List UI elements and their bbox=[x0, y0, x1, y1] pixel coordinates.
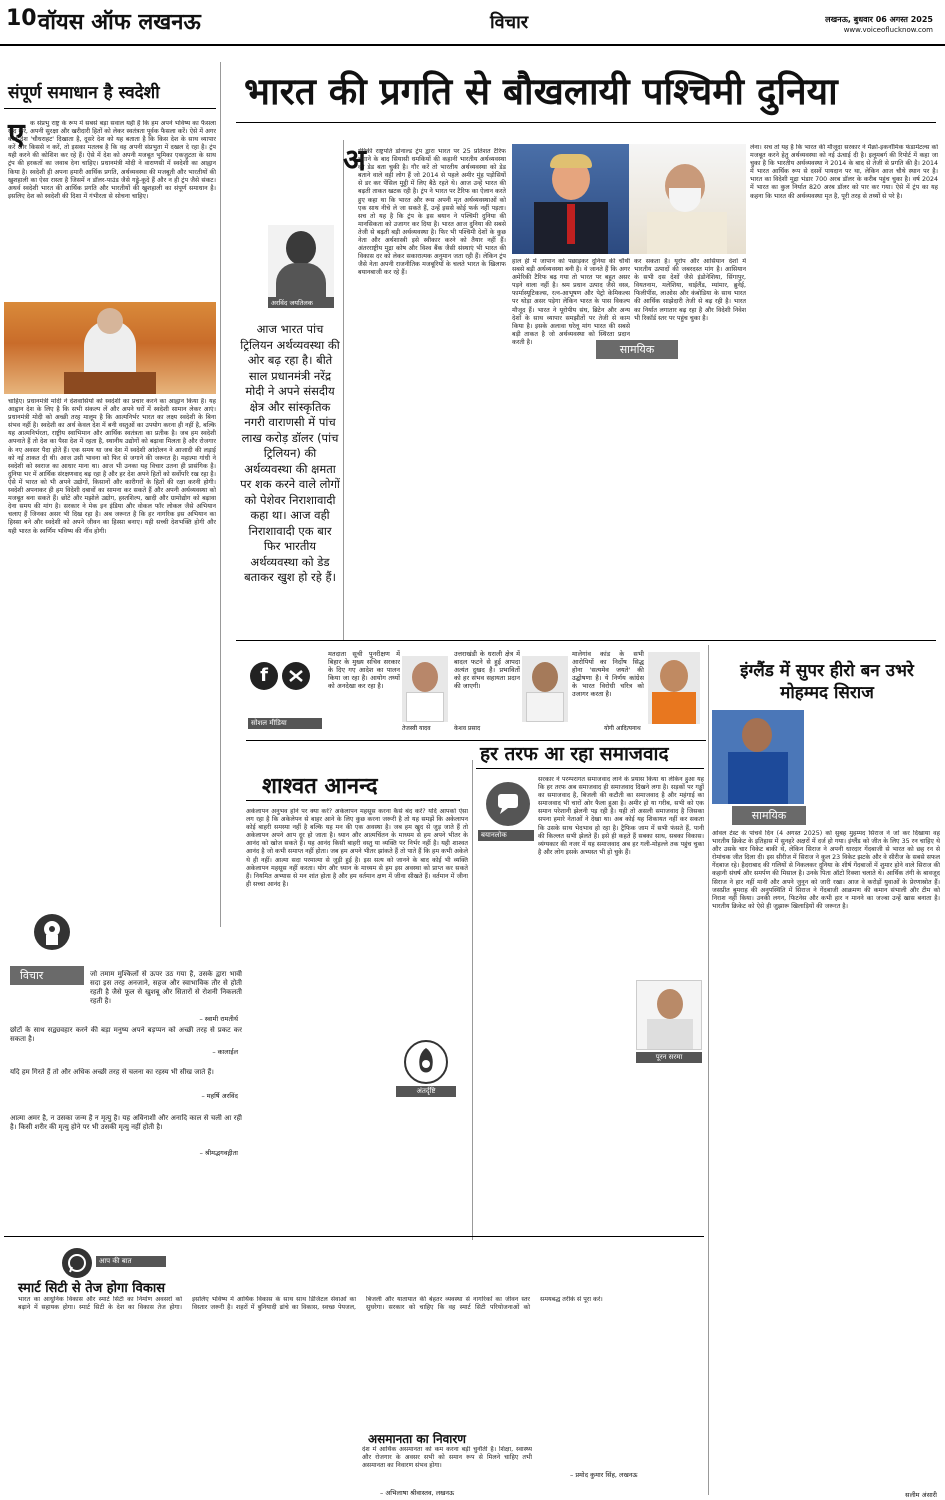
tejashwi-face bbox=[412, 662, 438, 692]
drop-cap: ए bbox=[8, 117, 25, 152]
date-line: लखनऊ, बुधवार 06 अगस्त 2025 bbox=[825, 15, 933, 24]
modi-speech-photo bbox=[4, 302, 216, 394]
shashwat-body: अकेलापन अनुभव होने पर क्या करें? अकेलापन महसूस करना कैसे बंद करें? यदि आपको ऐसा लग रहा है कि अकेलेपन से बाहर आने के लिए कुछ करना जरूरी है तो यह समझें कि अकेलापन कोई बाहरी समस्या नहीं है बल्कि यह मन की एक अवस्था है। जब हम खुद से जुड़ जाते हैं तो अकेलापन अपने आप दूर हो जाता है। ध्यान और आत्मचिंतन के माध्यम से हम अपने भीतर के आनंद को खोज सकते हैं। यह आनंद किसी बाहरी वस्तु या व्यक्ति पर निर्भर नहीं है। यही शाश्वत आनंद है जो कभी समाप्त नहीं होता। जब हम अपने भीतर झांकते हैं तो पाते हैं कि हम कभी अकेले थे ही नहीं। आत्मा सदा परमात्मा से जुड़ी हुई है। इस सत्य को जानने के बाद कोई भी व्यक्ति अकेलापन महसूस नहीं करता। योग और ध्यान के माध्यम से हम इस अवस्था को प्राप्त कर सकते हैं। नियमित अभ्यास से मन शांत होता है और हम वर्तमान क्षण में जीना सीखते हैं। वर्तमान में जीना ही सच्चा आनंद है। bbox=[246, 808, 468, 888]
letters-label: आप की बात bbox=[96, 1256, 166, 1267]
shashwat-separator bbox=[472, 760, 473, 1240]
masthead-rule bbox=[0, 44, 945, 46]
main-bottom-rule bbox=[236, 640, 936, 641]
social-post-3: मालेगांव कांड के सभी आरोपियों का निर्दोष सिद्ध होना 'सत्यमेव जयते' की उद्घोषणा है। ये निर्णय कांग्रेस के भारत विरोधी चरित्र को उजागर करता है। bbox=[572, 650, 644, 698]
whatsapp-icon bbox=[62, 1248, 92, 1278]
thought-author-2: – कालाईल bbox=[212, 1048, 238, 1056]
keshav-face bbox=[532, 662, 558, 692]
inequality-body: देश में आर्थिक असमानता को कम करना बड़ी चुनौती है। शिक्षा, स्वास्थ्य और रोजगार के अवसर सभी को समान रूप से मिलने चाहिए तभी असमानता का निवारण संभव होगा। bbox=[362, 1446, 532, 1470]
twitter-icon bbox=[282, 662, 310, 690]
samajwad-rule bbox=[476, 768, 704, 769]
main-article-col4: लेना। सच तो यह है कि भारत की मौजूदा सरकार ने मैक्रो-इकनॉमिक फंडामेंटल्स को मजबूत करने हेतु अर्थव्यवस्था को नई ऊंचाई दी है। इलूमबर्ग की रिपोर्ट में कहा जा चुका है कि भारतीय अर्थव्यवस्था ने 2014 के बाद से तेजी से प्रगति की है। 2014 में भारत आर्थिक रूप से दसवें पायदान पर था, लेकिन आज चौथे स्थान पर है। भारत का विदेशी मुद्रा भंडार 700 अरब डॉलर के करीब पहुंच चुका है। वर्ष 2024 में भारत का कुल निर्यात 820 अरब डॉलर को पार कर गया। ऐसे में ट्रंप का यह कहना कि भारत की अर्थव्यवस्था मृत है, पूरी तरह से तथ्यों से परे है। bbox=[750, 144, 938, 200]
thought-author-1: – स्वामी रामतीर्थ bbox=[199, 1015, 238, 1023]
author-name: अरविंद जयतिलक bbox=[268, 297, 334, 308]
shashwat-title: शाश्वत आनन्द bbox=[262, 774, 378, 799]
main-pullquote: आज भारत पांच ट्रिलियन अर्थव्यवस्था की ओर बढ़ रहा है। बीते साल प्रधानमंत्री नरेंद्र मोदी ने अपने संसदीय क्षेत्र और सांस्कृतिक नगरी वाराणसी में पांच लाख करोड़ डॉलर (पांच ट्रिलियन) की अर्थव्यवस्था की क्षमता पर शक करने वाले लोगों को पेशेवर निराशावादी कहा था। आज वही निराशावादी एक बार फिर भारतीय अर्थव्यवस्था को डेड बताकर खुश हो रहे हैं। bbox=[240, 322, 340, 584]
author-photo bbox=[268, 225, 334, 297]
social-author-2: केशव प्रसाद bbox=[454, 725, 481, 732]
left-article-top bbox=[8, 117, 216, 300]
samajwad-title: हर तरफ आ रहा समाजवाद bbox=[480, 743, 669, 765]
thought-author-3: – महर्षि अरविंद bbox=[201, 1092, 238, 1100]
social-media-box bbox=[246, 648, 646, 734]
letters-title: स्मार्ट सिटी से तेज होगा विकास bbox=[18, 1281, 165, 1296]
left-title-rule bbox=[4, 108, 216, 109]
siraj-author: सलीम अंसारी bbox=[905, 1491, 937, 1499]
social-post-1: मतदाता सूची पुनरीक्षण में बिहार के मुख्य सचिव सरकार के दिए गए आदेश का पालन किया जा रहा है। आयोग तथ्यों को अनदेखा कर रहा है। bbox=[328, 650, 400, 690]
samajwad-icon bbox=[486, 782, 530, 826]
hamsa-icon bbox=[404, 1040, 448, 1084]
trump-tie bbox=[567, 204, 575, 244]
thoughts-tab: विचार bbox=[10, 966, 84, 985]
website[interactable]: www.voiceoflucknow.com bbox=[843, 26, 933, 34]
main-article-col1: मेरिकी राष्ट्रपति डोनाल्ड ट्रंप द्वारा भारत पर 25 प्रतिशत टैरिफ लगाने के बाद सियासी धमकियों की कहानी भारतीय अर्थव्यवस्था को डेड बता चुकी है। गौर करें तो भारतीय अर्थव्यवस्था को डेड बताने वाले वही लोग हैं जो 2014 से पहले अमीर मुंह पड़ोसियों से डर कर पेंसिल मुट्ठी में लिए बैठे रहते थे। आज उन्हें भारत की बढ़ती ताकत खटक रही है। ट्रंप ने भारत पर टैरिफ का ऐलान करते हुए कहा था कि भारत और रूस अपनी मृत अर्थव्यवस्थाओं को एक साथ नीचे ले जा सकते हैं, उन्हें इससे कोई फर्क नहीं पड़ता। सच तो यह है कि ट्रंप के इस बयान ने पश्चिमी दुनिया की मानसिकता को उजागर कर दिया है। भारत आज दुनिया की सबसे तेजी से बढ़ती बड़ी अर्थव्यवस्था है। फिर भी पश्चिमी देशों के कुछ नेता और अर्थशास्त्री इसे स्वीकार करने को तैयार नहीं हैं। अंतरराष्ट्रीय मुद्रा कोष और विश्व बैंक जैसी संस्थाएं भी भारत की विकास दर को लेकर सकारात्मक अनुमान जता रही हैं। लेकिन ट्रंप जैसे नेता अपनी राजनीतिक मजबूरियों के चलते भारत के खिलाफ बयानबाजी कर रहे हैं। bbox=[358, 148, 506, 277]
social-author-3: योगी आदित्यनाथ bbox=[604, 725, 641, 732]
yogi-face bbox=[660, 660, 688, 692]
trump-modi-photo bbox=[512, 144, 746, 254]
social-author-1: तेजस्वी यादव bbox=[402, 725, 431, 732]
photo-head bbox=[97, 308, 123, 334]
left-article-body-bottom: चाहिए। प्रधानमंत्री मोदी ने देशवासियों को स्वदेशी का प्रचार करने का आह्वान किया है। यह आह्वान देश के लिए है कि सभी संकल्प लें और अपने घरों में स्वदेशी सामान लेकर आएं। प्रधानमंत्री मोदी को अच्छी तरह मालूम है कि आत्मनिर्भर भारत का लक्ष्य स्वदेशी के बिना संभव नहीं है। स्वदेशी का अर्थ केवल देश में बनी वस्तुओं का उपयोग करना ही नहीं है, बल्कि यह आत्मनिर्भरता, राष्ट्रीय स्वाभिमान और आर्थिक स्वतंत्रता का प्रतीक है। जब हम स्वदेशी अपनाते हैं तो देश का पैसा देश में रहता है, स्थानीय उद्योगों को बढ़ावा मिलता है और रोजगार के नए अवसर पैदा होते हैं। एक समय था जब देश में स्वदेशी आंदोलन ने आजादी की लड़ाई को नई ताकत दी थी। आज उसी भावना को फिर से जगाने की जरूरत है। महात्मा गांधी ने स्वदेशी को स्वराज का आधार माना था। आज भी उनका यह विचार उतना ही प्रासंगिक है। दुनिया भर में आर्थिक संरक्षणवाद बढ़ रहा है और हर देश अपने हितों को सर्वोपरि रख रहा है। ऐसे में भारत को भी अपने उद्योगों, किसानों और कारीगरों के हितों की रक्षा करनी होगी। स्वदेशी अपनाकर ही हम विदेशी दबावों का सामना कर सकते हैं और अपनी अर्थव्यवस्था को मजबूत बना सकते हैं। छोटे और मझोले उद्योग, हस्तशिल्प, खादी और ग्रामोद्योग को बढ़ावा देना समय की मांग है। सरकार ने मेक इन इंडिया और वोकल फॉर लोकल जैसे अभियान चलाए हैं जिनका असर भी दिख रहा है। अब जरूरत है कि हर नागरिक इस अभियान का हिस्सा बने और स्वदेशी को अपने जीवन का हिस्सा बनाए। यही सच्ची देशभक्ति होगी और यही भारत के स्वर्णिम भविष्य की नींव होगी। bbox=[8, 398, 216, 535]
left-article-body-top: क संप्रभु राष्ट्र के रूप में सबसे बड़ा सवाल यही है कि हम अपने भविष्य का फैसला खुद करें, अपनी सुरक्षा और खरीदारी हितों को लेकर स्वतंत्रता पूर्वक फैसला करें। ऐसे में अगर कोई देश 'चौधराहट' दिखाता है, दूसरे देश को यह बताता है कि किस देश के साथ व्यापार करें और किससे न करें, तो इसका मतलब है कि वह अपनी संप्रभुता में दखल दे रहा है। ट्रंप यही करने की कोशिश कर रहे हैं। ऐसे में देश को अपनी मजबूत भूमिका एकजुटता के साथ ट्रंप की हरकतों का जवाब देना चाहिए। प्रधानमंत्री मोदी ने वाराणसी में स्वदेशी का आह्वान किया है। स्वदेशी ही अपना हमारी आर्थिक प्रगति, अर्थव्यवस्था की मजबूती और भारतीयों की खुशहाली का ऐसा रास्ता है जिसमें न डॉलर-पाउंड जैसे गड्ढे-कूदे हैं और न ही ट्रंप जैसे संकट। अथर्व स्वदेशी भारत की आर्थिक प्रगति और भारतीयों की खुशहाली का संपूर्ण समाधान है। इसलिए देश को स्वदेशी की दिशा में गंभीरता से सोचना चाहिए। bbox=[8, 120, 216, 200]
shashwat-rule bbox=[246, 800, 460, 801]
samajwad-body: सरकार ने परम्परागत समाजवाद लाने के प्रयास किया था लेकिन हुआ यह कि हर तरफ अब समाजवाद ही समाजवाद दिखने लगा है। सड़कों पर गड्ढों का समाजवाद है, बिजली की कटौती का समाजवाद है और महंगाई का समाजवाद भी चारों ओर फैला हुआ है। अमीर हो या गरीब, सभी को एक समान परेशानी झेलनी पड़ रही है। यही तो असली समाजवाद है जिसका सपना हमारे नेताओं ने देखा था। अब कोई यह शिकायत नहीं कर सकता कि उसके साथ भेदभाव हो रहा है। ट्रैफिक जाम में सभी फंसते हैं, पानी की किल्लत सभी झेलते हैं। इसे ही कहते हैं सबका साथ, सबका विकास। व्यंग्यकार की नजर में यह समाजवाद अब हर गली-मोहल्ले तक पहुंच चुका है और लोग इसके अभ्यस्त भी हो चुके हैं। bbox=[538, 776, 704, 856]
keshav-photo bbox=[522, 656, 568, 722]
thought-quote-4: आत्मा अमर है, न उसका जन्म है न मृत्यु है। यह अविनाशी और अनादि काल से चली आ रही है। किसी शरीर की मृत्यु होने पर भी उसकी मृत्यु नहीं होती है। bbox=[10, 1114, 242, 1131]
thought-author-4: – श्रीमद्भगवद्गीता bbox=[199, 1149, 238, 1157]
samajwad-author: पूरन सरमा bbox=[636, 1052, 702, 1063]
main-article-col2: हाल ही में जापान को पछाड़कर दुनिया की चौथी सबसे बड़ी अर्थव्यवस्था बनी है। वे जानते हैं कि अगर अमेरिकी टैरिफ बढ़ गया तो भारत पर बहुत असर पड़ने वाला नहीं है। श्रम प्रधान उत्पाद जैसे वस्त्र, फार्मास्यूटिकल्स, रत्न-आभूषण और पेट्रो केमिकल्स पर थोड़ा असर पड़ेगा लेकिन भारत के पास विकल्प मौजूद हैं। भारत ने यूरोपीय संघ, ब्रिटेन और अन्य देशों के साथ व्यापार समझौतों पर तेजी से काम किया है। इसके अलावा घरेलू मांग भारत की सबसे बड़ी ताकत है जो अर्थव्यवस्था को स्थिरता प्रदान करती है। bbox=[512, 258, 630, 346]
left-article-title: संपूर्ण समाधान है स्वदेशी bbox=[8, 83, 160, 103]
pullquote-separator bbox=[343, 140, 344, 640]
inequality-title: असमानता का निवारण bbox=[368, 1432, 466, 1446]
main-headline: भारत की प्रगति से बौखलायी पश्चिमी दुनिया bbox=[244, 70, 838, 113]
letters-author: – प्रमोद कुमार सिंह, लखनऊ bbox=[570, 1471, 638, 1479]
author-photo-head bbox=[286, 231, 316, 265]
siraj-title: इंग्लैंड में सुपर हीरो बन उभरे मोहम्मद सिराज bbox=[740, 661, 914, 703]
thought-quote-3: यदि हम गिरते हैं तो और अधिक अच्छी तरह से चलना का रहस्य भी सीख जाते हैं। bbox=[10, 1068, 214, 1076]
yogi-robe bbox=[652, 692, 696, 724]
shashwat-label: अंतर्दृष्टि bbox=[396, 1086, 456, 1097]
modi-photo bbox=[629, 144, 746, 254]
siraj-photo bbox=[712, 710, 804, 804]
inequality-author: – अभिलाषा श्रीवास्तव, लखनऊ bbox=[380, 1489, 455, 1497]
modi-beard bbox=[669, 188, 701, 212]
tejashwi-body bbox=[406, 692, 444, 722]
paper-name: वॉयस ऑफ लखनऊ bbox=[38, 10, 201, 35]
tejashwi-photo bbox=[402, 656, 448, 722]
modi-jacket bbox=[647, 212, 727, 254]
thought-quote-2: छोटों के साथ सद्व्यवहार करने की बड़ा मनुष्य अपने बड़प्पन को अच्छी तरह से प्रकट कर सकता है। bbox=[10, 1026, 242, 1043]
social-right-separator bbox=[708, 645, 709, 1495]
siraj-face bbox=[742, 718, 772, 752]
photo-podium bbox=[64, 372, 156, 394]
main-drop-cap: अ bbox=[343, 143, 366, 178]
siraj-section-tab: सामयिक bbox=[732, 806, 806, 825]
left-column-separator bbox=[220, 62, 221, 927]
author2-body bbox=[647, 1019, 693, 1050]
headline-rule bbox=[236, 122, 936, 123]
author2-face bbox=[657, 989, 683, 1019]
author-photo-body bbox=[276, 263, 326, 297]
siraj-body: ओवल टेस्ट के पांचवें दिन (4 अगस्त 2025) को सुबह मुहम्मद सिराज ने जो कर दिखाया वह भारतीय क्रिकेट के इतिहास में सुनहरे अक्षरों में दर्ज हो गया। इंग्लैंड को जीत के लिए 35 रन चाहिए थे और उसके चार विकेट बाकी थे, लेकिन सिराज ने अपनी धारदार गेंदबाजी से भारत को छह रन से रोमांचक जीत दिला दी। इस सीरीज में सिराज ने कुल 23 विकेट झटके और वे सीरीज के सबसे सफल गेंदबाज रहे। हैदराबाद की गलियों से निकलकर दुनिया के शीर्ष गेंदबाजों में शुमार होने वाले सिराज की कहानी संघर्ष और समर्पण की मिसाल है। उनके पिता ऑटो रिक्शा चलाते थे। आर्थिक तंगी के बावजूद सिराज ने हार नहीं मानी और अपने जुनून को जारी रखा। आज वे करोड़ों युवाओं के प्रेरणास्रोत हैं। जसप्रीत बुमराह की अनुपस्थिति में सिराज ने गेंदबाजी आक्रमण की कमान संभाली और टीम को निराश नहीं किया। उनकी लगन, फिटनेस और कभी हार न मानने का जज्बा उन्हें खास बनाता है। भारतीय क्रिकेट को ऐसे ही जुझारू खिलाड़ियों की जरूरत है। bbox=[712, 830, 940, 910]
trump-hair bbox=[550, 154, 592, 168]
main-section-tab: सामयिक bbox=[596, 340, 678, 359]
trump-photo bbox=[512, 144, 629, 254]
facebook-icon: f bbox=[250, 662, 278, 690]
main-article-col3: कर सकता है। यूरोप और आसियान देशों में भारतीय उत्पादों की जबरदस्त मांग है। आसियान के सभी दस देशों जैसे इंडोनेशिया, सिंगापुर, वियतनाम, मलेशिया, थाईलैंड, म्यांमार, ब्रुनेई, फिलीपींस, लाओस और कंबोडिया के साथ भारत की आर्थिक साझेदारी तेजी से बढ़ रही है। भारत का निर्यात लगातार बढ़ रहा है और विदेशी निवेश भी रिकॉर्ड स्तर पर पहुंच चुका है। bbox=[634, 258, 746, 322]
samajwad-label: बयानलोक bbox=[478, 830, 534, 841]
masthead bbox=[0, 0, 945, 44]
social-post-2: उत्तराखंडी के धराली क्षेत्र में बादल फटने से हुई आपदा अत्यंत दुखद है। प्रभावितों को हर संभव सहायता प्रदान की जाएगी। bbox=[454, 650, 520, 690]
letters-top-rule bbox=[4, 1236, 704, 1237]
thoughts-icon bbox=[34, 914, 70, 950]
samajwad-author-photo bbox=[636, 980, 702, 1050]
page-number: 10 bbox=[6, 6, 37, 31]
section-name: विचार bbox=[490, 12, 529, 33]
keshav-body bbox=[526, 692, 564, 722]
thoughts-box bbox=[4, 908, 244, 1208]
social-media-label: सोशल मीडिया bbox=[248, 718, 322, 729]
yogi-photo bbox=[648, 652, 700, 724]
siraj-jersey bbox=[728, 752, 788, 804]
letters-body: भारत का आधुनिक विकास और स्मार्ट सिटी का निर्माण अवसरों को बढ़ाने में सहायक होगा। स्मार्ट सिटी के देश का विकास तेज होगा। इसलिए भविष्य में आर्थिक विकास के साथ साथ डिजिटल सेवाओं का विस्तार जरूरी है। शहरों में बुनियादी ढांचे का विकास, स्वच्छ पेयजल, बिजली और यातायात की बेहतर व्यवस्था से नागरिकों का जीवन स्तर सुधरेगा। सरकार को चाहिए कि वह स्मार्ट सिटी परियोजनाओं को समयबद्ध तरीके से पूरा करे। bbox=[18, 1296, 603, 1312]
thought-quote-1: जो तमाम मुश्किलों से ऊपर उठ गया है, उसके द्वारा भावी सदा इस तरह अनजाने, सहज और स्वाभाविक तौर से होती रहती है जैसे फूल से खुशबू और सितारों से रोशनी निकलती रहती है। bbox=[90, 970, 242, 1005]
